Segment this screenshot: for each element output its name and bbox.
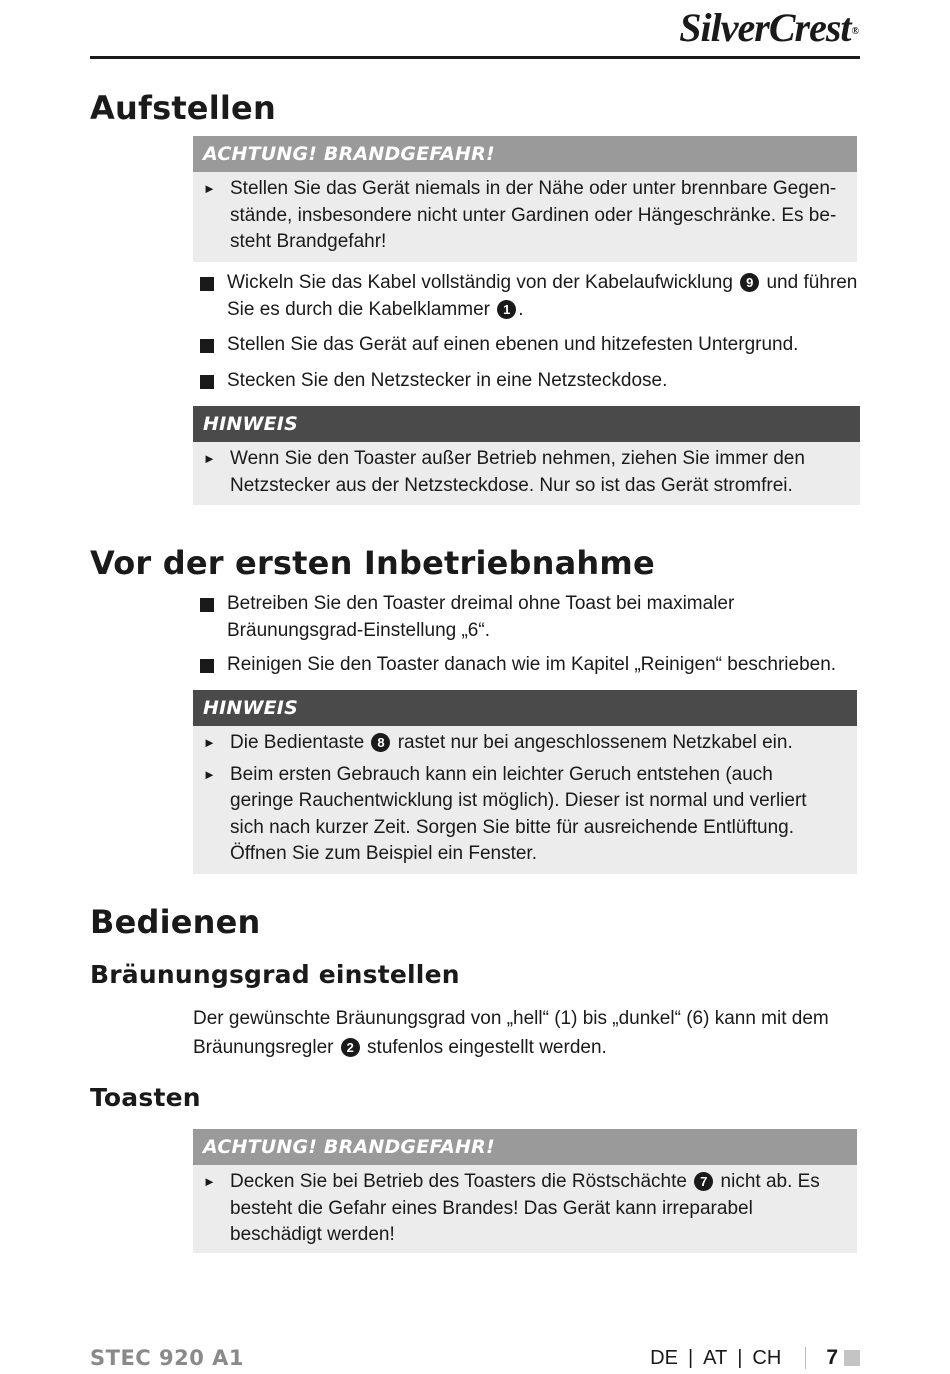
country-de: DE: [650, 1346, 678, 1369]
step-item: Reinigen Sie den Toaster danach wie im Kapitel „Reinigen“ beschrieben.: [200, 652, 860, 679]
step-item: Wickeln Sie das Kabel vollständig von der Kabelaufwicklung 9 und führen Sie es durch die Kabelklammer 1 .: [200, 270, 860, 323]
warning-item: ► Decken Sie bei Betrieb des Toasters die Röstschächte 7 nicht ab. Es besteht die Gefahr eines Brandes! Das Gerät kann irreparabel beschädigt werden!: [203, 1171, 820, 1245]
note-box-inbetriebnahme: [193, 690, 857, 874]
brand-name: SilverCrest: [679, 5, 851, 50]
note-box-aufstellen: [193, 406, 860, 505]
callout-number-2-icon: 2: [341, 1038, 360, 1057]
country-at: AT: [703, 1346, 728, 1369]
footer-model: STEC 920 A1: [90, 1346, 245, 1370]
note-item: ► Wenn Sie den Toaster außer Betrieb nehmen, ziehen Sie immer den Netzstecker aus der Netzsteckdose. Nur so ist das Gerät stromfrei.: [203, 448, 805, 496]
note-heading: HINWEIS: [193, 406, 860, 442]
subsection-title-braeunungsgrad: Bräunungsgrad einstellen: [90, 960, 460, 989]
square-bullet-icon: [200, 277, 214, 291]
callout-number-8-icon: 8: [371, 733, 390, 752]
warning-box-toasten: [193, 1129, 857, 1253]
warning-box-aufstellen: [193, 136, 857, 262]
header-rule: [90, 56, 860, 59]
note-item: ► Beim ersten Gebrauch kann ein leichter Geruch entstehen (auch geringe Rauchentwicklung ist möglich). Dieser ist normal und verliert sich nach kurzer Zeit. Sorgen Sie bitte für ausreichende Entlüftung. Öffnen Sie zum Beispiel ein Fenster.: [203, 763, 807, 864]
subsection-title-toasten: Toasten: [90, 1083, 201, 1112]
square-bullet-icon: [200, 659, 214, 673]
step-item: Betreiben Sie den Toaster dreimal ohne Toast bei maximaler Bräunungsgrad-Einstellung „6“.: [200, 591, 860, 644]
arrow-bullet-icon: ►: [203, 735, 216, 750]
note-heading: HINWEIS: [193, 690, 857, 726]
brand-logo: [679, 6, 858, 50]
country-separator: |: [687, 1346, 694, 1369]
callout-number-1-icon: 1: [497, 300, 516, 319]
warning-item: ► Stellen Sie das Gerät niemals in der Nähe oder unter brennbare Gegenstände, insbesondere nicht unter Gardinen oder Hängeschränke. Es besteht Brandgefahr!: [203, 178, 837, 252]
square-bullet-icon: [200, 375, 214, 389]
footer-divider: [805, 1347, 806, 1369]
step-item: Stellen Sie das Gerät auf einen ebenen und hitzefesten Untergrund.: [200, 332, 860, 359]
arrow-bullet-icon: ►: [203, 766, 216, 782]
section-title-bedienen: Bedienen: [90, 903, 261, 941]
warning-heading: ACHTUNG! BRANDGEFAHR!: [193, 1129, 857, 1165]
warning-heading: ACHTUNG! BRANDGEFAHR!: [193, 136, 857, 172]
square-bullet-icon: [200, 339, 214, 353]
arrow-bullet-icon: ►: [203, 181, 216, 196]
page-marker-square-icon: [844, 1350, 860, 1366]
page-number: 7: [826, 1346, 838, 1369]
callout-number-9-icon: 9: [740, 273, 759, 292]
arrow-bullet-icon: ►: [203, 1174, 216, 1189]
arrow-bullet-icon: ►: [203, 451, 216, 466]
callout-number-7-icon: 7: [694, 1172, 713, 1191]
country-separator: |: [737, 1346, 743, 1369]
section-title-aufstellen: Aufstellen: [90, 89, 276, 127]
country-ch: CH: [752, 1346, 782, 1369]
section-title-inbetriebnahme: Vor der ersten Inbetriebnahme: [90, 544, 655, 582]
square-bullet-icon: [200, 598, 214, 612]
braeunungsgrad-paragraph: Der gewünschte Bräunungsgrad von „hell“ (1) bis „dunkel“ (6) kann mit dem Bräunungsregler 2 stufenlos eingestellt werden.: [193, 1008, 829, 1058]
note-item: ► Die Bedientaste 8 rastet nur bei angeschlossenem Netzkabel ein.: [203, 730, 839, 757]
registered-mark: ®: [851, 26, 858, 37]
footer-page-info: [650, 1346, 860, 1370]
step-item: Stecken Sie den Netzstecker in eine Netzsteckdose.: [200, 368, 860, 395]
